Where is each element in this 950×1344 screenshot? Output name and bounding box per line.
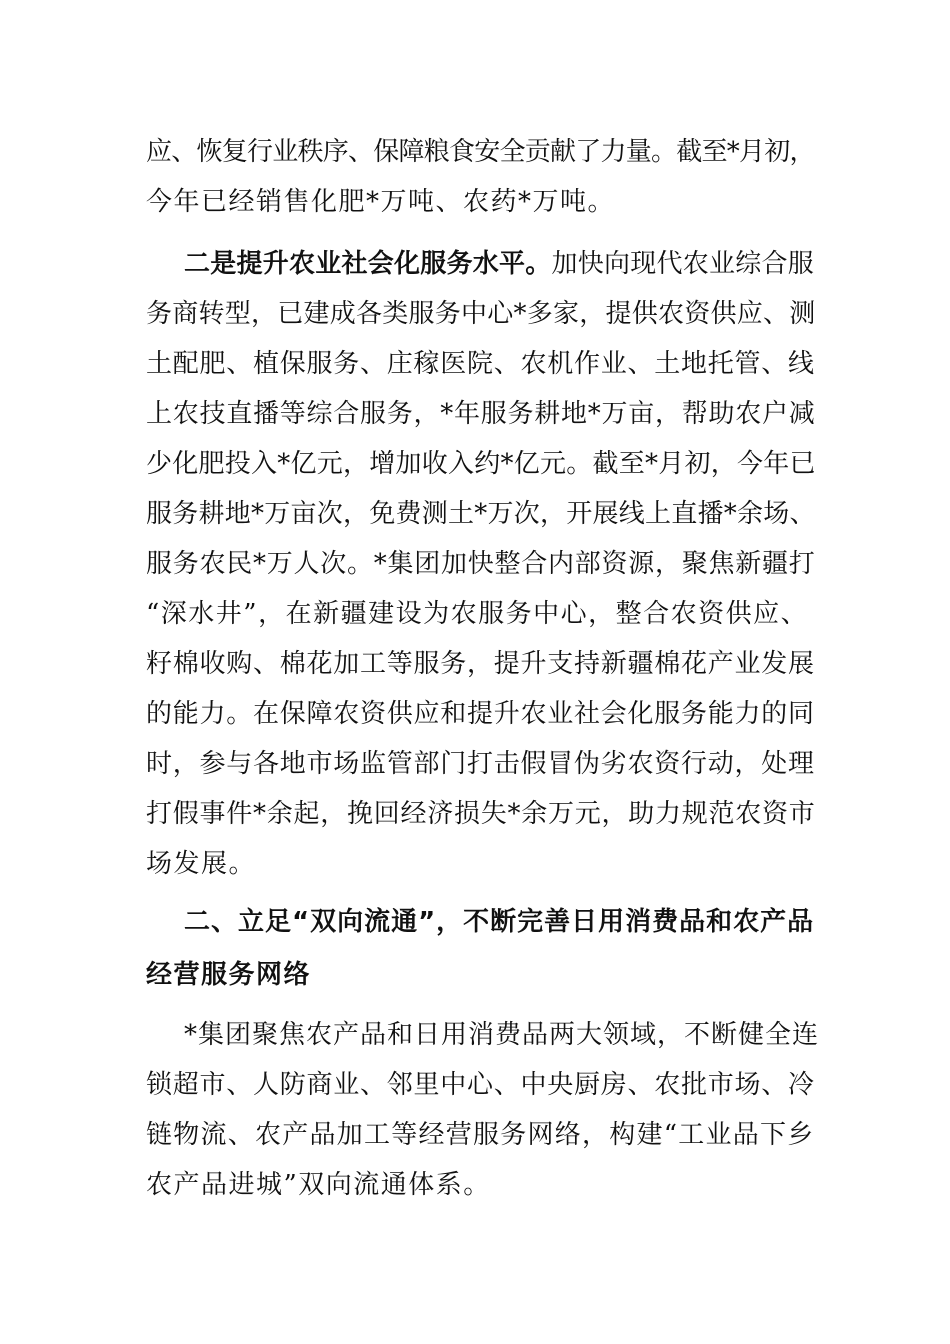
para2-line-13: 场发展。: [146, 849, 257, 879]
para3-line-1: *集团聚焦农产品和日用消费品两大领域，不断健全连: [184, 1020, 820, 1050]
para1-line-1: 应、恢复行业秩序、保障粮食安全贡献了力量。截至*月初，: [146, 137, 815, 167]
para2-line-8: “深水井”，在新疆建设为农服务中心，整合农资供应、: [146, 599, 809, 629]
section2-title-line-2: 经营服务网络: [146, 960, 312, 990]
para2-line-11: 时，参与各地市场监管部门打击假冒伪劣农资行动，处理: [146, 749, 815, 779]
para2-line-5: 少化肥投入*亿元，增加收入约*亿元。截至*月初，今年已: [146, 449, 816, 479]
para2-line-2: 务商转型，已建成各类服务中心*多家，提供农资供应、测: [146, 299, 816, 329]
para2-line-9: 籽棉收购、棉花加工等服务，提升支持新疆棉花产业发展: [146, 649, 815, 679]
para2-line-10: 的能力。在保障农资供应和提升农业社会化服务能力的同: [146, 699, 815, 729]
para2-line-4: 上农技直播等综合服务，*年服务耕地*万亩，帮助农户减: [146, 399, 816, 429]
section2-title-line-1: 二、立足“双向流通”，不断完善日用消费品和农产品: [184, 907, 815, 937]
para2-line-6: 服务耕地*万亩次，免费测土*万次，开展线上直播*余场、: [146, 499, 816, 529]
para2-line-7: 服务农民*万人次。*集团加快整合内部资源，聚焦新疆打: [146, 549, 816, 579]
para2-line-1: [184, 247, 814, 281]
para3-line-2: 锁超市、人防商业、邻里中心、中央厨房、农批市场、冷: [146, 1070, 815, 1100]
para2-line-3: 土配肥、植保服务、庄稼医院、农机作业、土地托管、线: [146, 349, 815, 379]
para2-line-1-rest: 加快向现代农业综合服: [551, 249, 815, 279]
para3-line-3: 链物流、农产品加工等经营服务网络，构建“工业品下乡: [146, 1120, 815, 1150]
para1-line-2: 今年已经销售化肥*万吨、农药*万吨。: [146, 187, 616, 217]
para2-line-12: 打假事件*余起，挽回经济损失*余万元，助力规范农资市: [146, 799, 816, 829]
para2-heading: 二是提升农业社会化服务水平。: [184, 249, 552, 279]
para3-line-4: 农产品进城”双向流通体系。: [146, 1170, 491, 1200]
